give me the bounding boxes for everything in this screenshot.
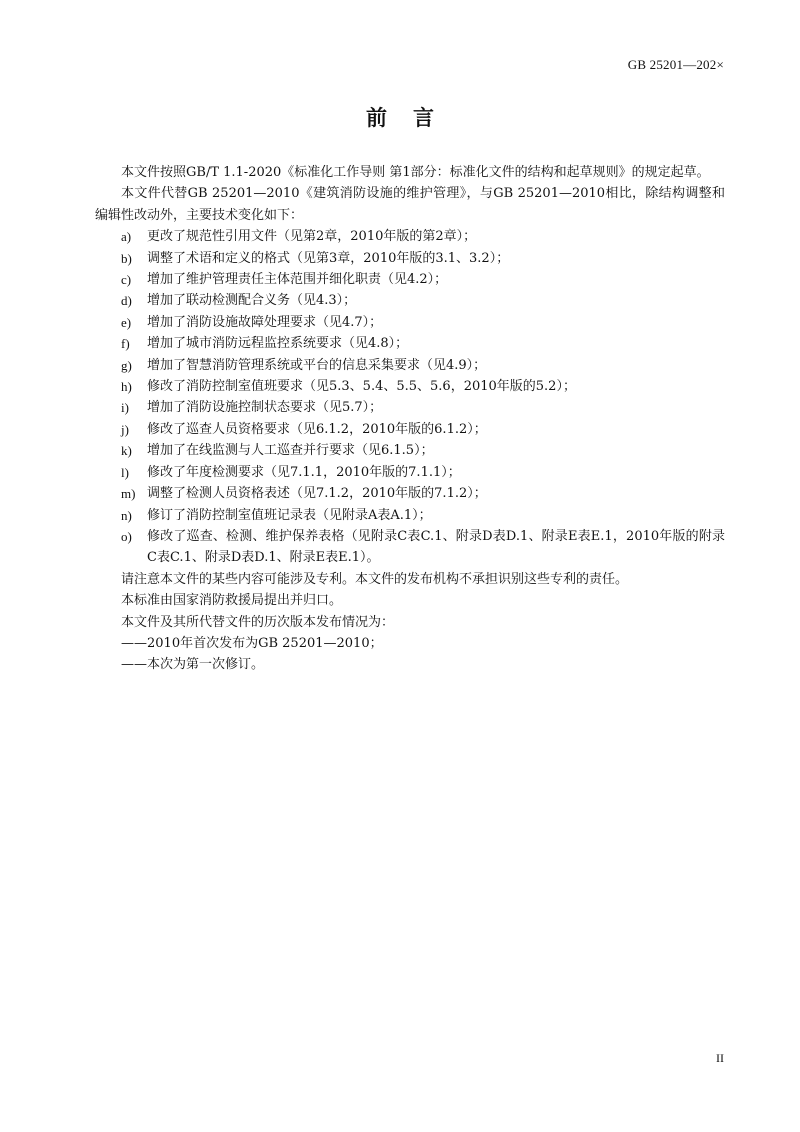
list-item xyxy=(95,440,725,461)
list-item-label: g) xyxy=(121,357,132,373)
list-item-text: 调整了术语和定义的格式（见第3章，2010年版的3.1、3.2）； xyxy=(147,250,510,266)
replacement-paragraph: 本文件代替GB 25201—2010《建筑消防设施的维护管理》，与GB 25201—2010相比，除结构调整和编辑性改动外，主要技术变化如下： xyxy=(95,186,725,223)
list-item xyxy=(95,226,725,247)
list-item xyxy=(95,397,725,418)
list-item-text: 修改了巡查、检测、维护保养表格（见附录C表C.1、附录D表D.1、附录E表E.1，2010年版的附录C表C.1、附录D表D.1、附录E表E.1）。 xyxy=(147,528,725,566)
foreword-body xyxy=(95,162,725,676)
list-item-label: i) xyxy=(121,400,129,416)
list-item-text: 增加了消防设施故障处理要求（见4.7）； xyxy=(147,314,383,330)
list-item-text: 增加了维护管理责任主体范围并细化职责（见4.2）； xyxy=(147,272,448,288)
list-item xyxy=(95,290,725,311)
list-item-label: j) xyxy=(121,421,129,437)
list-item-label: o) xyxy=(121,528,132,544)
page-number: II xyxy=(716,1051,724,1065)
standard-number: GB 25201—202× xyxy=(627,57,724,72)
list-item-text: 调整了检测人员资格表述（见7.1.2，2010年版的7.1.2）； xyxy=(147,486,487,502)
list-item-text: 修改了巡查人员资格要求（见6.1.2，2010年版的6.1.2）； xyxy=(147,421,487,437)
list-item-label: k) xyxy=(121,443,132,459)
list-item xyxy=(95,376,725,397)
history-entry-first: ——2010年首次发布为GB 25201—2010； xyxy=(121,635,383,651)
list-item-text: 增加了消防设施控制状态要求（见5.7）； xyxy=(147,400,383,416)
list-item xyxy=(95,526,725,569)
list-item-text: 增加了联动检测配合义务（见4.3）； xyxy=(147,293,357,309)
list-item xyxy=(95,312,725,333)
proposer-statement: 本标准由国家消防救援局提出并归口。 xyxy=(121,593,343,609)
page-title: 前言 xyxy=(366,106,460,130)
list-item-text: 增加了智慧消防管理系统或平台的信息采集要求（见4.9）； xyxy=(147,357,487,373)
list-item-label: m) xyxy=(121,486,136,502)
list-item-label: c) xyxy=(121,272,132,288)
list-item xyxy=(95,248,725,269)
list-item xyxy=(95,483,725,504)
list-item-label: f) xyxy=(121,336,130,352)
list-item-label: a) xyxy=(121,229,132,245)
list-item-text: 修改了消防控制室值班要求（见5.3、5.4、5.5、5.6，2010年版的5.2）； xyxy=(147,379,576,395)
list-item xyxy=(95,462,725,483)
list-item-text: 增加了在线监测与人工巡查并行要求（见6.1.5）； xyxy=(147,443,434,459)
history-intro: 本文件及其所代替文件的历次版本发布情况为： xyxy=(121,614,395,630)
list-item-text: 增加了城市消防远程监控系统要求（见4.8）； xyxy=(147,336,409,352)
list-item xyxy=(95,355,725,376)
list-item-label: l) xyxy=(121,464,129,480)
list-item xyxy=(95,419,725,440)
list-item xyxy=(95,333,725,354)
drafting-rules-paragraph: 本文件按照GB/T 1.1-2020《标准化工作导则 第1部分：标准化文件的结构和起草规则》的规定起草。 xyxy=(121,165,710,180)
list-item-label: e) xyxy=(121,314,132,330)
technical-changes-list xyxy=(95,226,725,569)
list-item-text: 更改了规范性引用文件（见第2章，2010年版的第2章）； xyxy=(147,229,477,245)
list-item-text: 修订了消防控制室值班记录表（见附录A表A.1）； xyxy=(147,507,432,523)
list-item xyxy=(95,269,725,290)
list-item-label: b) xyxy=(121,250,132,266)
list-item-label: h) xyxy=(121,379,132,395)
list-item-label: n) xyxy=(121,507,132,523)
patent-notice: 请注意本文件的某些内容可能涉及专利。本文件的发布机构不承担识别这些专利的责任。 xyxy=(121,571,629,587)
list-item-label: d) xyxy=(121,293,132,309)
list-item-text: 修改了年度检测要求（见7.1.1，2010年版的7.1.1）； xyxy=(147,464,461,480)
history-entry-current: ——本次为第一次修订。 xyxy=(121,657,265,673)
list-item xyxy=(95,505,725,526)
